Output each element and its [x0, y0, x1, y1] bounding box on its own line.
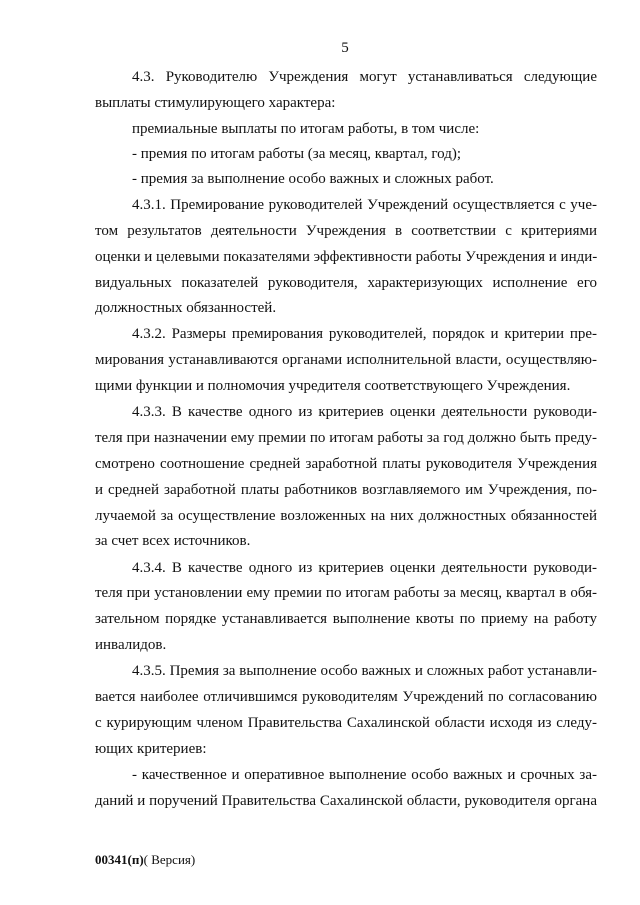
footer-code: 00341(п) [95, 852, 144, 867]
text-line: и средней заработной платы работников возглавляемого им Учреждения, по- [95, 482, 597, 498]
text-line: должностных обязанностей. [95, 300, 277, 316]
text-line: том результатов деятельности Учреждения в соответствии с критериями [95, 223, 597, 239]
text-line: лучаемой за осуществление возложенных на них должностных обязанностей [95, 508, 597, 524]
text-line: - качественное и оперативное выполнение особо важных и срочных за- [132, 767, 597, 783]
text-line: за счет всех источников. [95, 533, 251, 549]
text-line: смотрено соотношение средней заработной платы руководителя Учреждения [95, 456, 597, 472]
text-line: 4.3.1. Премирование руководителей Учреждений осуществляется с уче- [132, 197, 597, 213]
text-line: видуальных показателей руководителя, характеризующих исполнение его [95, 275, 597, 291]
text-line: мирования устанавливаются органами исполнительной власти, осуществляю- [95, 352, 597, 368]
text-line: премиальные выплаты по итогам работы, в том числе: [132, 121, 480, 137]
text-line: 4.3. Руководителю Учреждения могут устанавливаться следующие [132, 69, 597, 85]
text-line: 4.3.5. Премия за выполнение особо важных и сложных работ устанавли- [132, 663, 597, 679]
text-line: - премия по итогам работы (за месяц, квартал, год); [132, 146, 462, 162]
text-line: с курирующим членом Правительства Сахалинской области исходя из следу- [95, 715, 597, 731]
text-line: 4.3.3. В качестве одного из критериев оценки деятельности руководи- [132, 404, 597, 420]
text-line: теля при назначении ему премии по итогам работы за год должно быть преду- [95, 430, 597, 446]
page-number: 5 [341, 40, 349, 56]
text-line: ющих критериев: [95, 741, 207, 757]
text-line: вается наиболее отличившимся руководителям Учреждений по согласованию [95, 689, 597, 705]
footer-label: ( Версия) [143, 852, 196, 867]
text-line: теля при установлении ему премии по итогам работы за месяц, квартал в обя- [95, 585, 597, 601]
text-line: - премия за выполнение особо важных и сложных работ. [132, 171, 494, 187]
text-line: оценки и целевыми показателями эффективности работы Учреждения и инди- [95, 249, 598, 265]
text-line: выплаты стимулирующего характера: [95, 95, 336, 111]
text-line: даний и поручений Правительства Сахалинской области, руководителя органа [95, 793, 597, 809]
text-line: щими функции и полномочия учредителя соответствующего Учреждения. [95, 378, 571, 394]
footer [95, 852, 195, 868]
text-line: инвалидов. [95, 637, 167, 653]
text-line: 4.3.2. Размеры премирования руководителей, порядок и критерии пре- [132, 326, 597, 342]
text-line: зательном порядке устанавливается выполнение квоты по приему на работу [95, 611, 597, 627]
text-line: 4.3.4. В качестве одного из критериев оценки деятельности руководи- [132, 560, 597, 576]
